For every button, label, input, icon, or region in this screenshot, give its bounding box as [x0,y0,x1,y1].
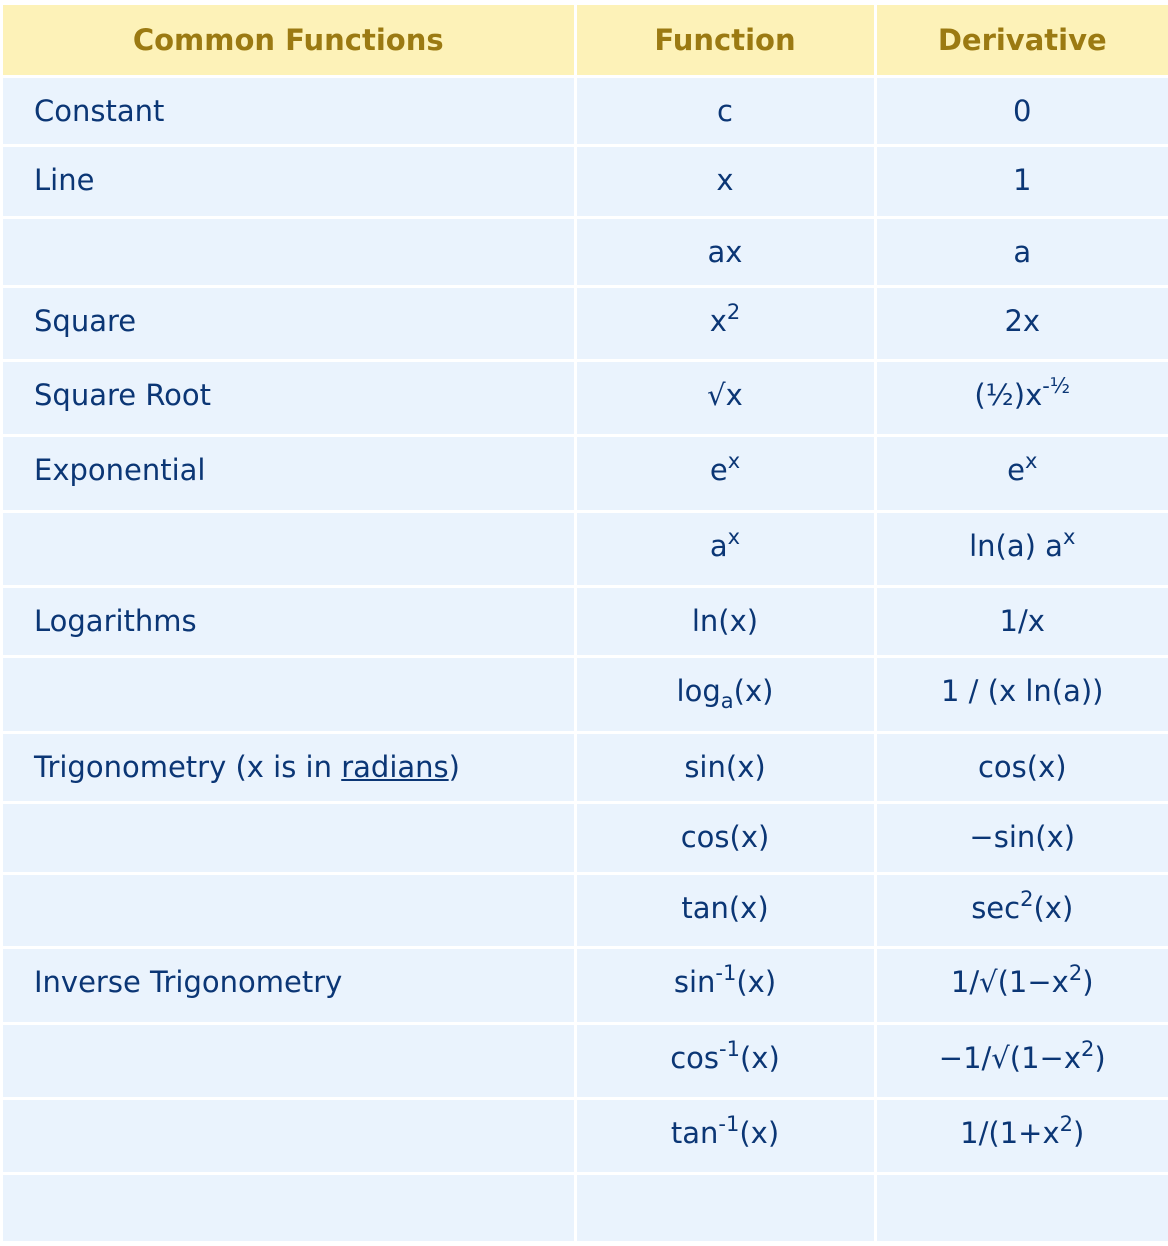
row-name [34,658,574,674]
table-row [3,657,1168,733]
function-cell [575,436,875,512]
derivative-cell [875,1024,1168,1099]
table-row [3,948,1168,1024]
function-cell [575,218,875,287]
table-row [3,287,1168,361]
row-name: Square Root [34,378,212,412]
derivative-value: a [1013,235,1032,269]
derivative-value: $1/√(1-x^2)$ [950,961,1094,999]
derivative-value: −sin(x) [969,820,1076,854]
row-name [34,513,574,529]
function-cell [575,948,875,1024]
header-common-functions: Common Functions [3,5,575,77]
function-cell [575,361,875,436]
row-name: Constant [34,94,165,128]
function-value: $\tan^{-1}(x)$ [670,1112,780,1150]
radians-link[interactable]: radians [341,750,449,784]
derivative-cell [875,512,1168,587]
row-name-cell [3,218,575,287]
table-row [3,146,1168,218]
derivatives-table-container [3,5,1168,1241]
row-name-cell [3,587,575,657]
function-value: √x [707,378,743,412]
function-cell [575,874,875,948]
function-value: tan(x) [681,891,769,925]
row-name: Square [34,304,137,338]
row-name [34,804,574,820]
derivative-value: 1 [1013,163,1032,197]
row-name-cell [3,1174,575,1242]
table-row-empty [3,1174,1168,1242]
table-row [3,874,1168,948]
table-row [3,1099,1168,1174]
row-name: Logarithms [34,604,197,638]
function-value: c [717,94,733,128]
derivative-value: $1/(1+x^2)$ [960,1112,1085,1150]
derivative-value: 1/x [999,604,1045,638]
derivative-value [877,1175,1168,1191]
row-name-cell [3,657,575,733]
function-value: $x^2$ [709,300,741,338]
derivative-value: $e^x$ [1007,449,1038,487]
derivatives-table [3,5,1168,1241]
row-name-cell [3,874,575,948]
function-cell [575,512,875,587]
function-cell [575,287,875,361]
row-name-cell [3,733,575,803]
table-row [3,361,1168,436]
derivative-value: ln(a) $a^x$ [969,525,1076,563]
table-header-row [3,5,1168,77]
function-cell [575,1024,875,1099]
header-function: Function [575,5,875,77]
function-value: x [716,163,734,197]
derivative-value: 0 [1013,94,1032,128]
function-value: $\sin^{-1}(x)$ [673,961,777,999]
derivative-cell [875,1174,1168,1242]
row-name [34,219,574,235]
derivative-value: $(\frac{1}{2})x^{-\frac{1}{2}}$ [974,374,1071,412]
table-row [3,587,1168,657]
function-value [577,1175,874,1191]
row-name-cell [3,803,575,874]
function-value: $\cos^{-1}(x)$ [670,1037,780,1075]
derivative-cell [875,287,1168,361]
function-value: $\log_a(x)$ [676,674,774,713]
function-value: $e^x$ [709,449,741,487]
row-name-cell [3,436,575,512]
row-name: Exponential [34,453,206,487]
derivative-value: $-1/√(1-x^2)$ [938,1037,1106,1075]
function-value: $a^x$ [709,525,741,563]
derivative-cell [875,436,1168,512]
function-value: sin(x) [684,750,766,784]
row-name-cell [3,77,575,146]
row-name-cell [3,361,575,436]
derivative-cell [875,587,1168,657]
function-value: cos(x) [680,820,770,854]
row-name-cell [3,948,575,1024]
row-name: Line [34,163,95,197]
derivative-cell [875,733,1168,803]
derivative-value: 1 / (x ln(a)) [940,674,1104,708]
table-row [3,77,1168,146]
derivative-cell [875,77,1168,146]
derivative-cell [875,1099,1168,1174]
row-name [34,875,574,891]
table-row [3,512,1168,587]
table-row [3,803,1168,874]
function-cell [575,1174,875,1242]
row-name-cell [3,512,575,587]
row-name-cell [3,1099,575,1174]
function-value: ln(x) [691,604,759,638]
function-value: ax [707,235,743,269]
table-row [3,1024,1168,1099]
row-name: Trigonometry (x is in radians) [34,750,460,784]
table-row [3,436,1168,512]
derivative-value: $\sec^2(x)$ [971,887,1074,925]
function-cell [575,77,875,146]
function-cell [575,587,875,657]
derivative-value: cos(x) [977,750,1067,784]
derivative-cell [875,146,1168,218]
derivative-cell [875,657,1168,733]
function-cell [575,803,875,874]
function-cell [575,1099,875,1174]
function-cell [575,146,875,218]
derivative-cell [875,948,1168,1024]
row-name [34,1175,574,1191]
derivative-cell [875,803,1168,874]
header-derivative: Derivative [875,5,1168,77]
row-name-cell [3,146,575,218]
derivative-cell [875,874,1168,948]
function-cell [575,657,875,733]
derivative-cell [875,218,1168,287]
row-name: Inverse Trigonometry [34,965,343,999]
derivative-value: 2x [1004,304,1041,338]
row-name-cell [3,287,575,361]
table-row [3,733,1168,803]
function-cell [575,733,875,803]
row-name [34,1100,574,1116]
row-name [34,1025,574,1041]
table-row [3,218,1168,287]
derivative-cell [875,361,1168,436]
row-name-cell [3,1024,575,1099]
